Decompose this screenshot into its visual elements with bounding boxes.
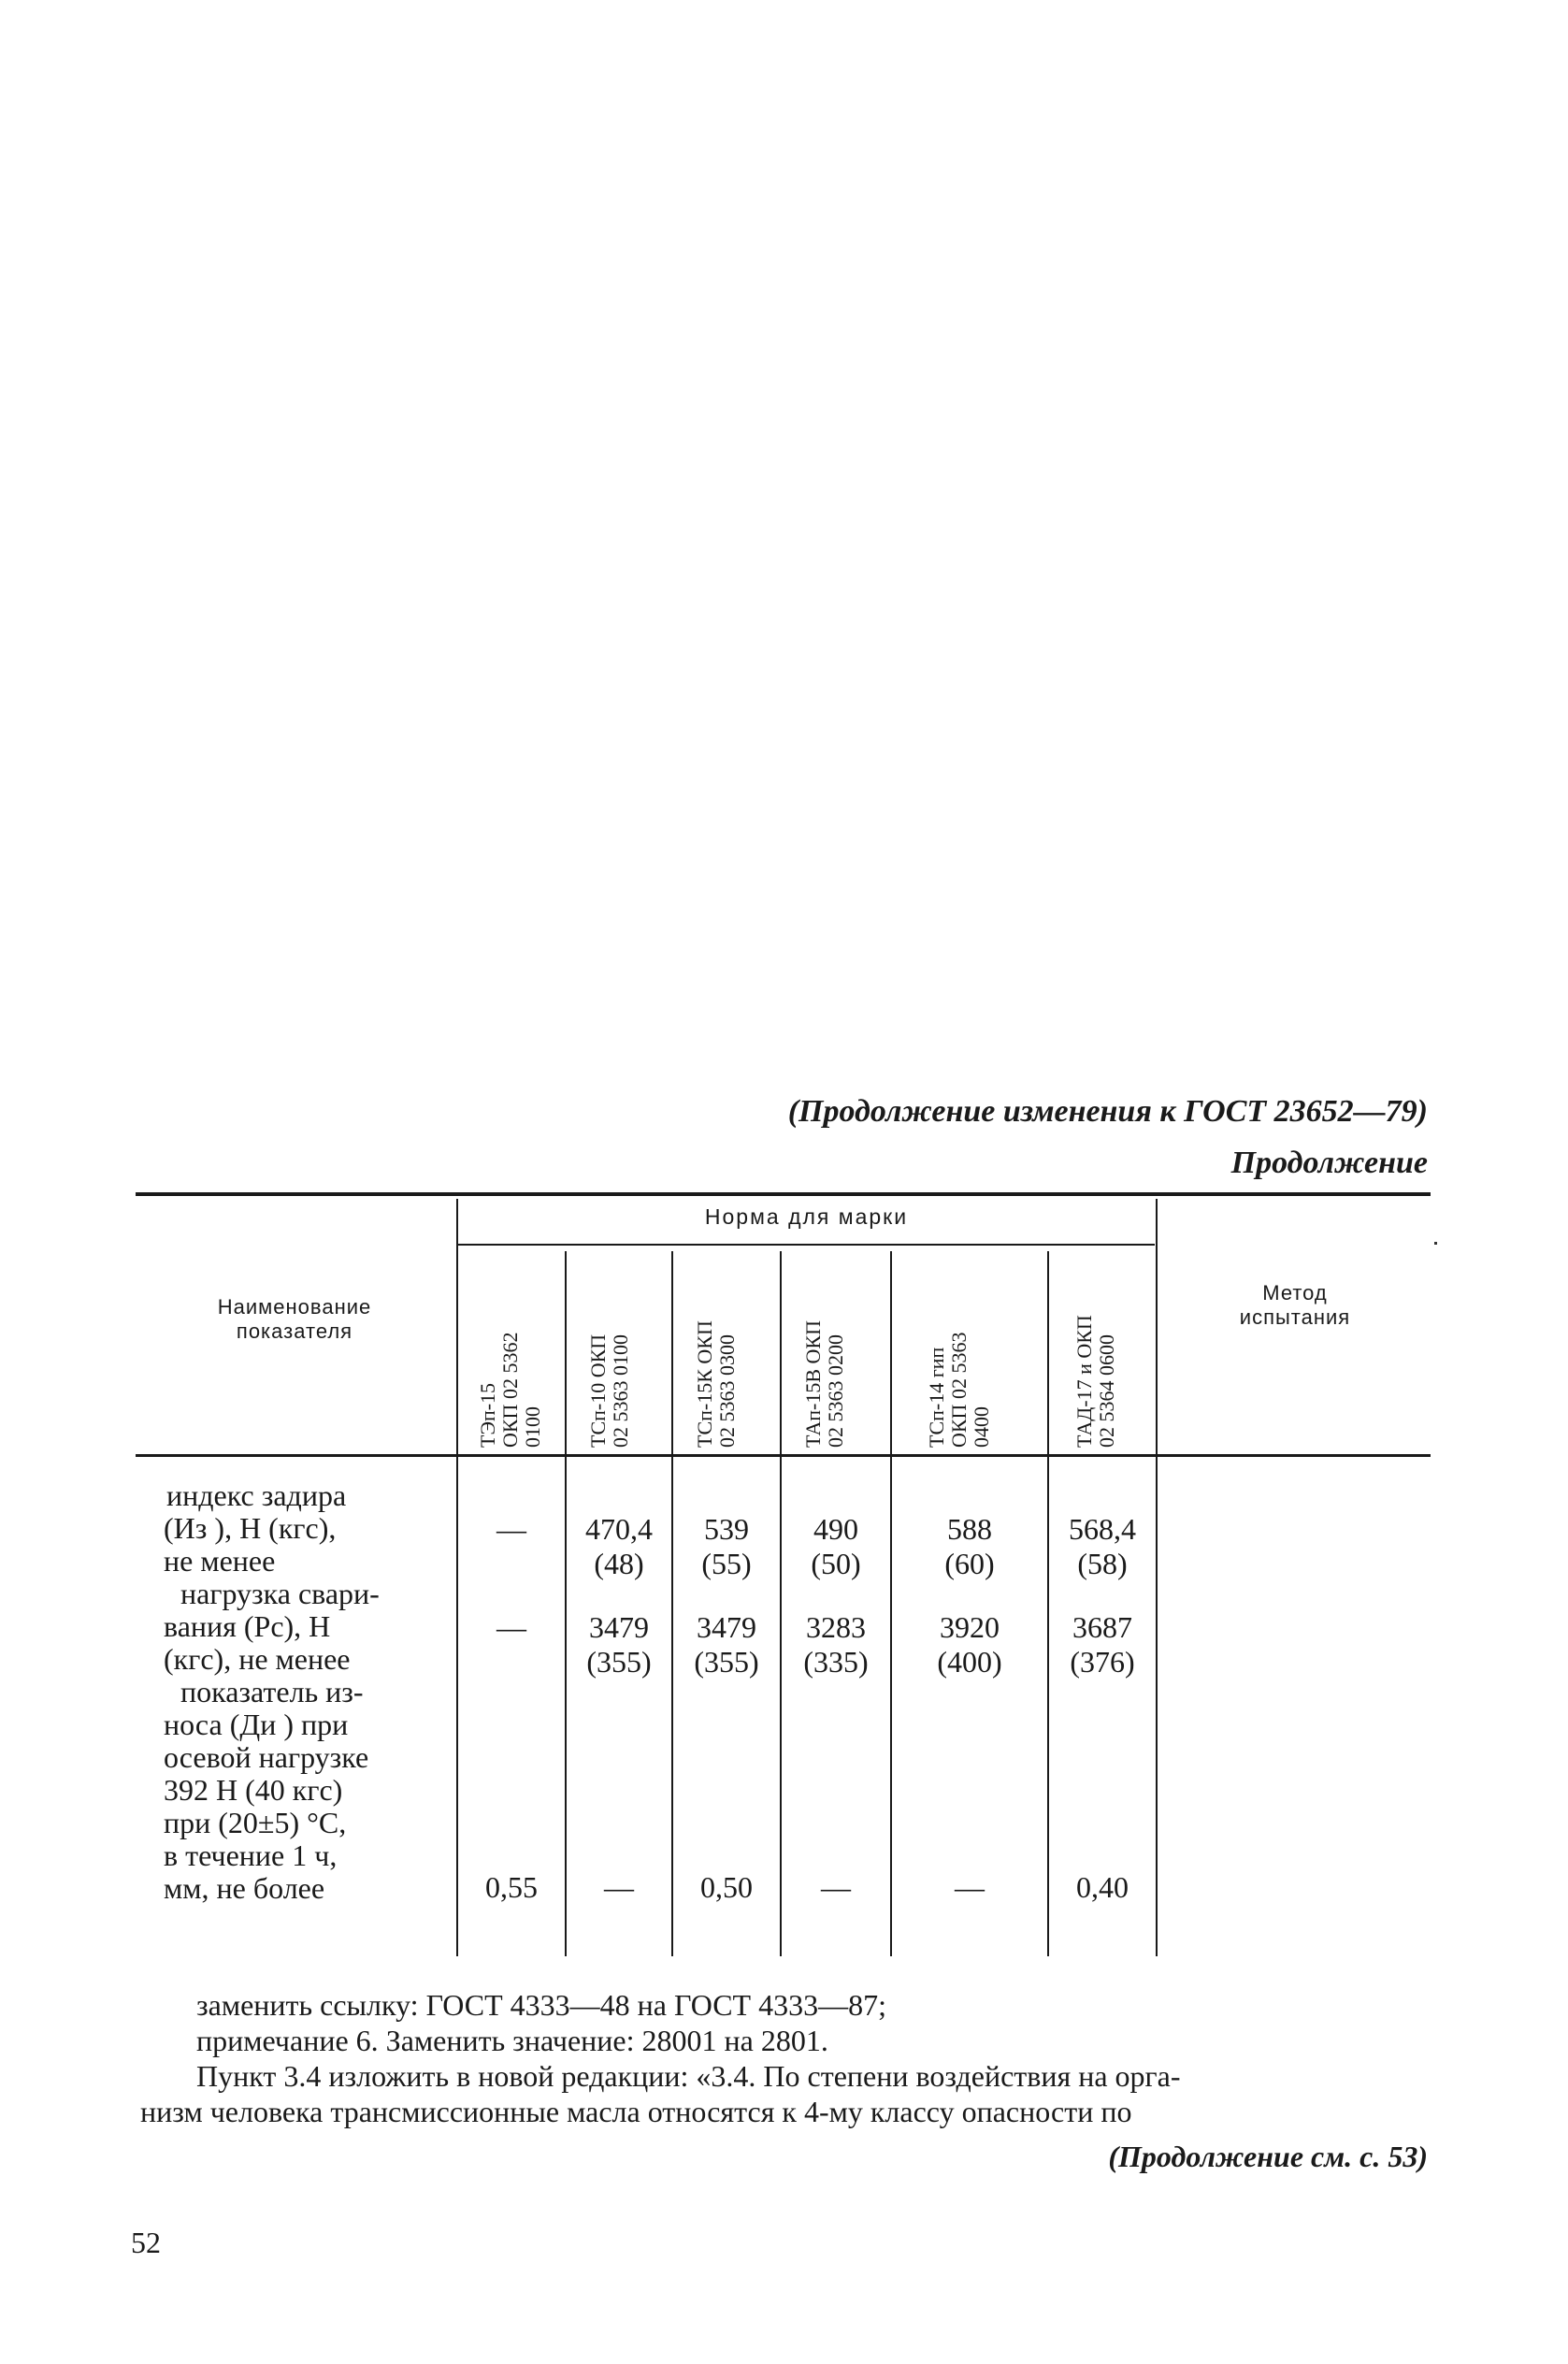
row-label-wear-indicator [166,1676,447,1905]
grade-header-6 [1073,1251,1129,1448]
cell-value: 3283 [806,1610,866,1644]
cell-value: (48) [594,1547,644,1580]
cell-value: 0,40 [1076,1870,1129,1904]
cell-value: 3687 [1072,1610,1132,1644]
grade-header-line: ТСп-10 ОКП [586,1333,610,1448]
grade-header-line: ТАп-15В ОКП [801,1320,825,1448]
table-cell [673,1610,780,1679]
cell-value: (50) [811,1547,861,1580]
grade-header-line: ОКП 02 5362 [498,1332,522,1448]
grade-header-line: ОКП 02 5363 [947,1332,971,1448]
grade-header-5 [926,1251,1000,1448]
row-label-line: 392 Н (40 кгс) [164,1773,343,1807]
row-label-line: вания (Рс), Н [164,1609,331,1643]
cell-value: — [604,1870,634,1904]
col-divider-5 [890,1251,892,1956]
column-header-method [1159,1281,1431,1330]
row-label-line: (кгс), не менее [164,1642,351,1676]
cell-value: (55) [701,1547,752,1580]
cell-value: 588 [947,1512,992,1546]
table-cell [458,1512,565,1547]
grade-header-line: 0400 [970,1406,993,1448]
table-cell [892,1870,1047,1905]
body-line: заменить ссылку: ГОСТ 4333—48 на ГОСТ 4333—87; [196,1988,886,2022]
continuation-title: (Продолжение изменения к ГОСТ 23652—79) [787,1094,1428,1129]
cell-value: 490 [813,1512,858,1546]
cell-value: (376) [1070,1645,1135,1679]
speck [1434,1242,1437,1245]
col-divider-4 [780,1251,782,1956]
grade-header-2 [587,1251,643,1448]
row-label-line: показатель из- [180,1675,364,1708]
table-cell [673,1512,780,1581]
col-divider-1 [456,1199,458,1956]
grade-header-line: 0100 [521,1406,544,1448]
cell-value: — [496,1512,526,1546]
row-label-line: осевой нагрузке [164,1740,369,1774]
body-line: Пункт 3.4 изложить в новой редакции: «3.4. По степени воздействия на орга- [196,2059,1181,2093]
column-header-method-line: испытания [1239,1305,1351,1329]
table-top-rule [136,1192,1431,1196]
grade-header-line: 02 5364 0600 [1095,1334,1118,1448]
body-line: низм человека трансмиссионные масла относятся к 4-му классу опасности по [140,2095,1132,2128]
continuation-label: Продолжение [1230,1146,1428,1180]
cell-value: (400) [937,1645,1002,1679]
table-cell [673,1870,780,1905]
row-label-line: при (20±5) °С, [164,1806,347,1839]
cell-value: 568,4 [1069,1512,1136,1546]
column-header-name [140,1295,449,1344]
cell-value: 3479 [697,1610,756,1644]
table-cell [892,1512,1047,1581]
cell-value: (60) [944,1547,995,1580]
column-header-name-line: Наименование [217,1295,372,1319]
grade-header-3 [694,1251,750,1448]
grade-header-line: ТСп-14 гип [925,1347,948,1448]
grade-header-line: ТАД-17 и ОКП [1072,1315,1096,1448]
table-cell [782,1870,890,1905]
table-cell [1049,1610,1156,1679]
grade-header-line: 02 5363 0100 [609,1334,632,1448]
row-label-line: носа (Ди ) при [164,1708,349,1741]
row-label-scuffing-index [166,1479,447,1578]
cell-value: 3479 [589,1610,649,1644]
column-header-method-line: Метод [1262,1281,1328,1305]
table-cell [458,1870,565,1905]
grade-header-line: 02 5363 0300 [715,1334,739,1448]
table-cell [567,1610,671,1679]
table-cell [458,1610,565,1645]
grade-header-1 [477,1251,552,1448]
row-label-line: не менее [164,1544,276,1578]
page-number: 52 [131,2226,161,2259]
row-label-line: нагрузка свари- [180,1577,380,1610]
grade-header-line: ТЭп-15 [476,1382,499,1448]
col-divider-3 [671,1251,673,1956]
cell-value: 539 [704,1512,749,1546]
col-divider-7 [1156,1199,1158,1956]
table-cell [782,1512,890,1581]
grade-header-4 [802,1251,858,1448]
cell-value: (335) [803,1645,869,1679]
table-cell [567,1870,671,1905]
col-divider-2 [565,1251,567,1956]
cell-value: 0,50 [700,1870,753,1904]
row-label-welding-load [166,1578,447,1676]
column-header-name-line: показателя [236,1319,353,1343]
body-line: примечание 6. Заменить значение: 28001 на 2801. [196,2024,828,2057]
table-cell [1049,1512,1156,1581]
body-text [140,1987,1431,2129]
grade-header-line: 02 5363 0200 [824,1334,847,1448]
col-divider-6 [1047,1251,1049,1956]
cell-value: (355) [694,1645,759,1679]
cell-value: 470,4 [585,1512,653,1546]
table-header-bottom-rule [136,1454,1431,1457]
row-label-line: (Из ), Н (кгс), [164,1511,337,1545]
table-cell [1049,1870,1156,1905]
table-cell [567,1512,671,1581]
norm-header-rule [458,1244,1155,1246]
row-label-line: мм, не более [164,1871,325,1905]
next-page-note: (Продолжение см. с. 53) [1108,2140,1428,2173]
table-cell [782,1610,890,1679]
cell-value: 0,55 [485,1870,538,1904]
grade-header-line: ТСп-15К ОКП [693,1320,716,1448]
row-label-line: в течение 1 ч, [164,1838,338,1872]
cell-value: — [955,1870,985,1904]
cell-value: (58) [1077,1547,1128,1580]
cell-value: — [496,1610,526,1644]
cell-value: — [821,1870,851,1904]
norm-header: Норма для марки [704,1204,909,1229]
cell-value: 3920 [940,1610,1000,1644]
table-cell [892,1610,1047,1679]
row-label-line: индекс задира [166,1478,347,1512]
cell-value: (355) [586,1645,652,1679]
